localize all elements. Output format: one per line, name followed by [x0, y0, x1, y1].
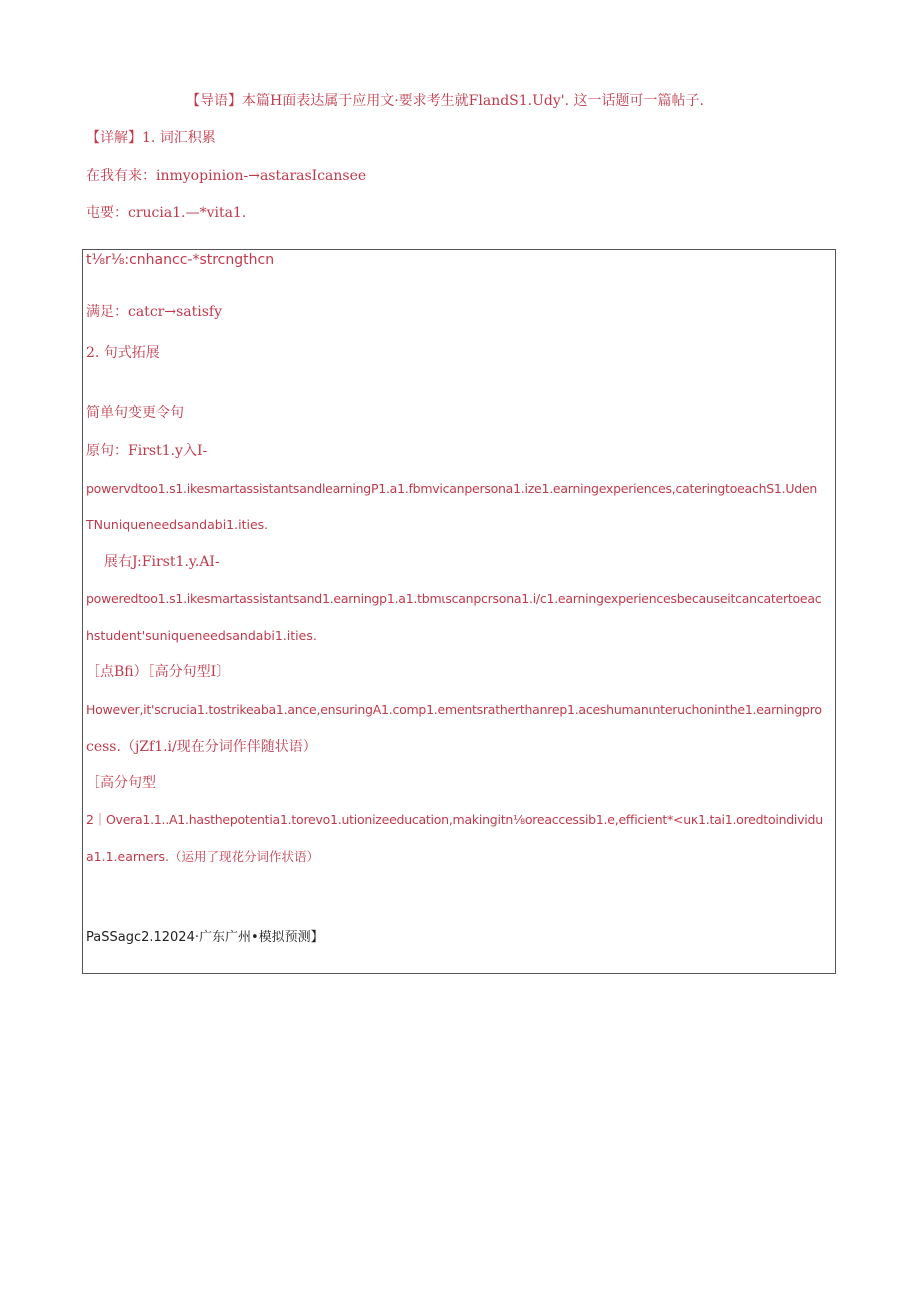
box-line-17: PaSSagc2.12024·广东广州•模拟预测】: [86, 930, 324, 945]
box-line-14: ［高分句型: [86, 775, 156, 791]
box-line-10: hstudent'suniqueneedsandabi1.ities.: [86, 628, 317, 643]
box-line-12: However,it'scrucia1.tostrikeaba1.ance,ensuringA1.comp1.ementsratherthanrep1.aceshumanιnteruchoninthe1.earningpro: [86, 702, 822, 717]
box-line-4: 简单句变更令句: [86, 405, 184, 421]
box-line-16: a1.1.earners.（运用了现花分词作状语）: [86, 849, 320, 864]
box-line-9: poweredtoo1.s1.ikesmartassistantsand1.earningp1.a1.tbmιscanpcrsona1.i/c1.earningexperiencesbecauseitcancatertoeac: [86, 591, 822, 606]
box-line-5: 原句：First1.y入I-: [86, 443, 208, 459]
intro-line: 【导语】本篇H面表达属于应用文·要求考生就FlandS1.Udy'. 这一话题可一篇帖子.: [186, 93, 704, 109]
box-line-2: 满足：catcr→satisfy: [86, 304, 222, 320]
box-line-11: ［点Bfi）［高分句型I〕: [86, 664, 231, 680]
box-line-3: 2. 句式拓展: [86, 345, 160, 361]
box-line-15: 2｜Overa1.1..A1.hasthepotentia1.torevo1.utionizeeducation,makingitn⅛oreaccessib1.e,efficient*<uκ1.tai1.oredtoindividu: [86, 812, 823, 827]
box-line-6: powervdtoo1.s1.ikesmartassistantsandlearningP1.a1.fbmvicanpersona1.ize1.earningexperiences,cateringtoeachS1.Uden: [86, 481, 818, 496]
box-line-8: 展右J:First1.y.AI-: [104, 554, 220, 570]
box-line-1: t⅛r⅛:cnhancc-*strcngthcn: [86, 252, 275, 268]
box-line-7: TNuniqueneedsandabi1.ities.: [86, 517, 269, 532]
vocab-line-2: 屯要：crucia1.—*vita1.: [86, 205, 247, 221]
box-line-13: cess.（jZf1.i/现在分词作伴随状语）: [86, 739, 317, 755]
detail-heading: 【详解】1. 词汇积累: [86, 130, 216, 146]
vocab-line-1: 在我有来：inmyopinion-→astarasIcansee: [86, 168, 367, 184]
